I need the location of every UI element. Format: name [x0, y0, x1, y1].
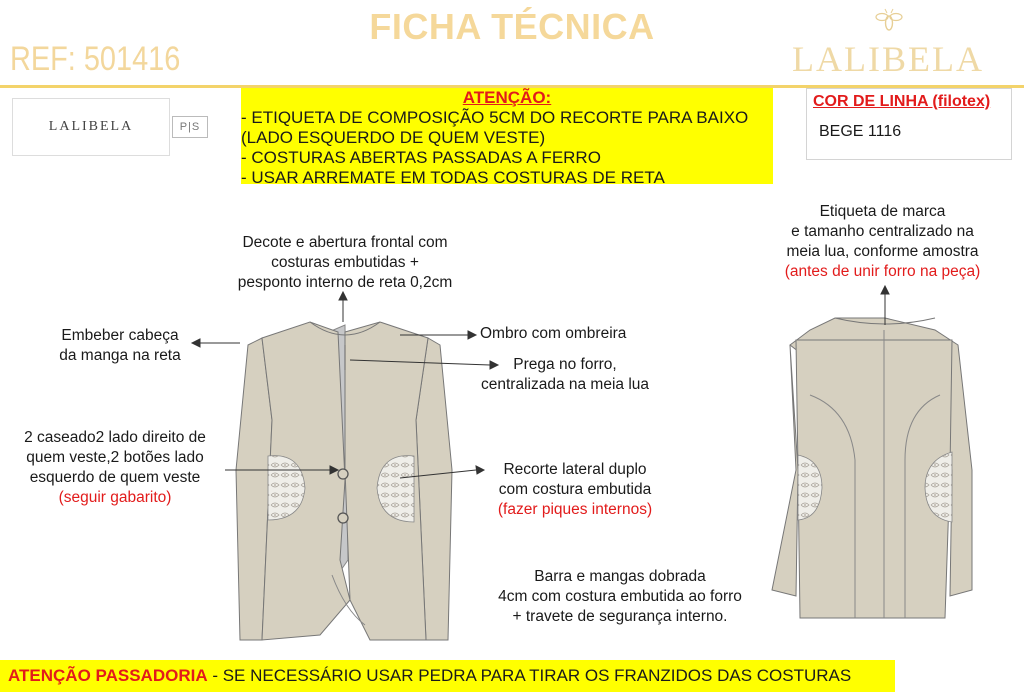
note-line: e tamanho centralizado na — [791, 223, 974, 240]
note-pleat — [460, 355, 670, 395]
note-label — [755, 202, 1010, 282]
attention-line: - USAR ARREMATE EM TODAS COSTURAS DE RETA — [241, 168, 665, 187]
ironing-warning-text: - SE NECESSÁRIO USAR PEDRA PARA TIRAR OS FRANZIDOS DAS COSTURAS — [207, 666, 852, 685]
note-line-red: (seguir gabarito) — [58, 489, 172, 506]
note-line: Decote e abertura frontal com — [242, 234, 448, 251]
note-line: centralizada na meia lua — [480, 376, 650, 393]
note-hem — [470, 567, 770, 627]
size-tag: P|S — [172, 116, 208, 138]
note-line: + travete de segurança interno. — [512, 608, 728, 625]
note-line: da manga na reta — [59, 347, 181, 364]
note-line: esquerdo de quem veste — [29, 469, 201, 486]
label-logo-box: LALIBELA — [12, 98, 170, 156]
note-line: Embeber cabeça — [61, 327, 179, 344]
note-line: Barra e mangas dobrada — [534, 568, 706, 585]
thread-color-value: BEGE 1116 — [819, 123, 902, 140]
attention-line: - ETIQUETA DE COMPOSIÇÃO 5CM DO RECORTE PARA BAIXO — [241, 108, 749, 127]
note-shoulder: Ombro com ombreira — [480, 325, 627, 342]
note-line: Etiqueta de marca — [819, 203, 946, 220]
note-sleeve-cap — [40, 326, 200, 366]
ironing-warning-label: ATENÇÃO PASSADORIA — [8, 666, 208, 685]
note-side-panel — [480, 460, 670, 520]
attention-line: (LADO ESQUERDO DE QUEM VESTE) — [241, 128, 546, 147]
front-jacket — [236, 322, 452, 640]
note-line: 2 caseado2 lado direito de — [24, 429, 206, 446]
thread-color-heading: COR DE LINHA (filotex) — [813, 93, 991, 110]
back-jacket — [772, 318, 972, 618]
note-line-red: (fazer piques internos) — [497, 501, 653, 518]
brand-logo: LALIBELA — [792, 39, 984, 79]
ironing-warning-bar — [0, 660, 895, 692]
reference-code: REF: 501416 — [10, 40, 181, 78]
note-line: com costura embutida — [498, 481, 652, 498]
note-line-red: (antes de unir forro na peça) — [784, 263, 981, 280]
note-line: 4cm com costura embutida ao forro — [498, 588, 742, 605]
note-line: meia lua, conforme amostra — [786, 243, 979, 260]
attention-heading: ATENÇÃO: — [462, 88, 552, 107]
note-line: Recorte lateral duplo — [503, 461, 647, 478]
note-line: Prega no forro, — [513, 356, 617, 373]
attention-line: - COSTURAS ABERTAS PASSADAS A FERRO — [241, 148, 601, 167]
note-line: pesponto interno de reta 0,2cm — [237, 274, 453, 291]
page-title: FICHA TÉCNICA — [369, 6, 655, 47]
note-neckline — [210, 233, 480, 293]
note-buttonholes — [5, 428, 225, 508]
note-line: quem veste,2 botões lado — [26, 449, 204, 466]
note-line: costuras embutidas + — [271, 254, 419, 271]
